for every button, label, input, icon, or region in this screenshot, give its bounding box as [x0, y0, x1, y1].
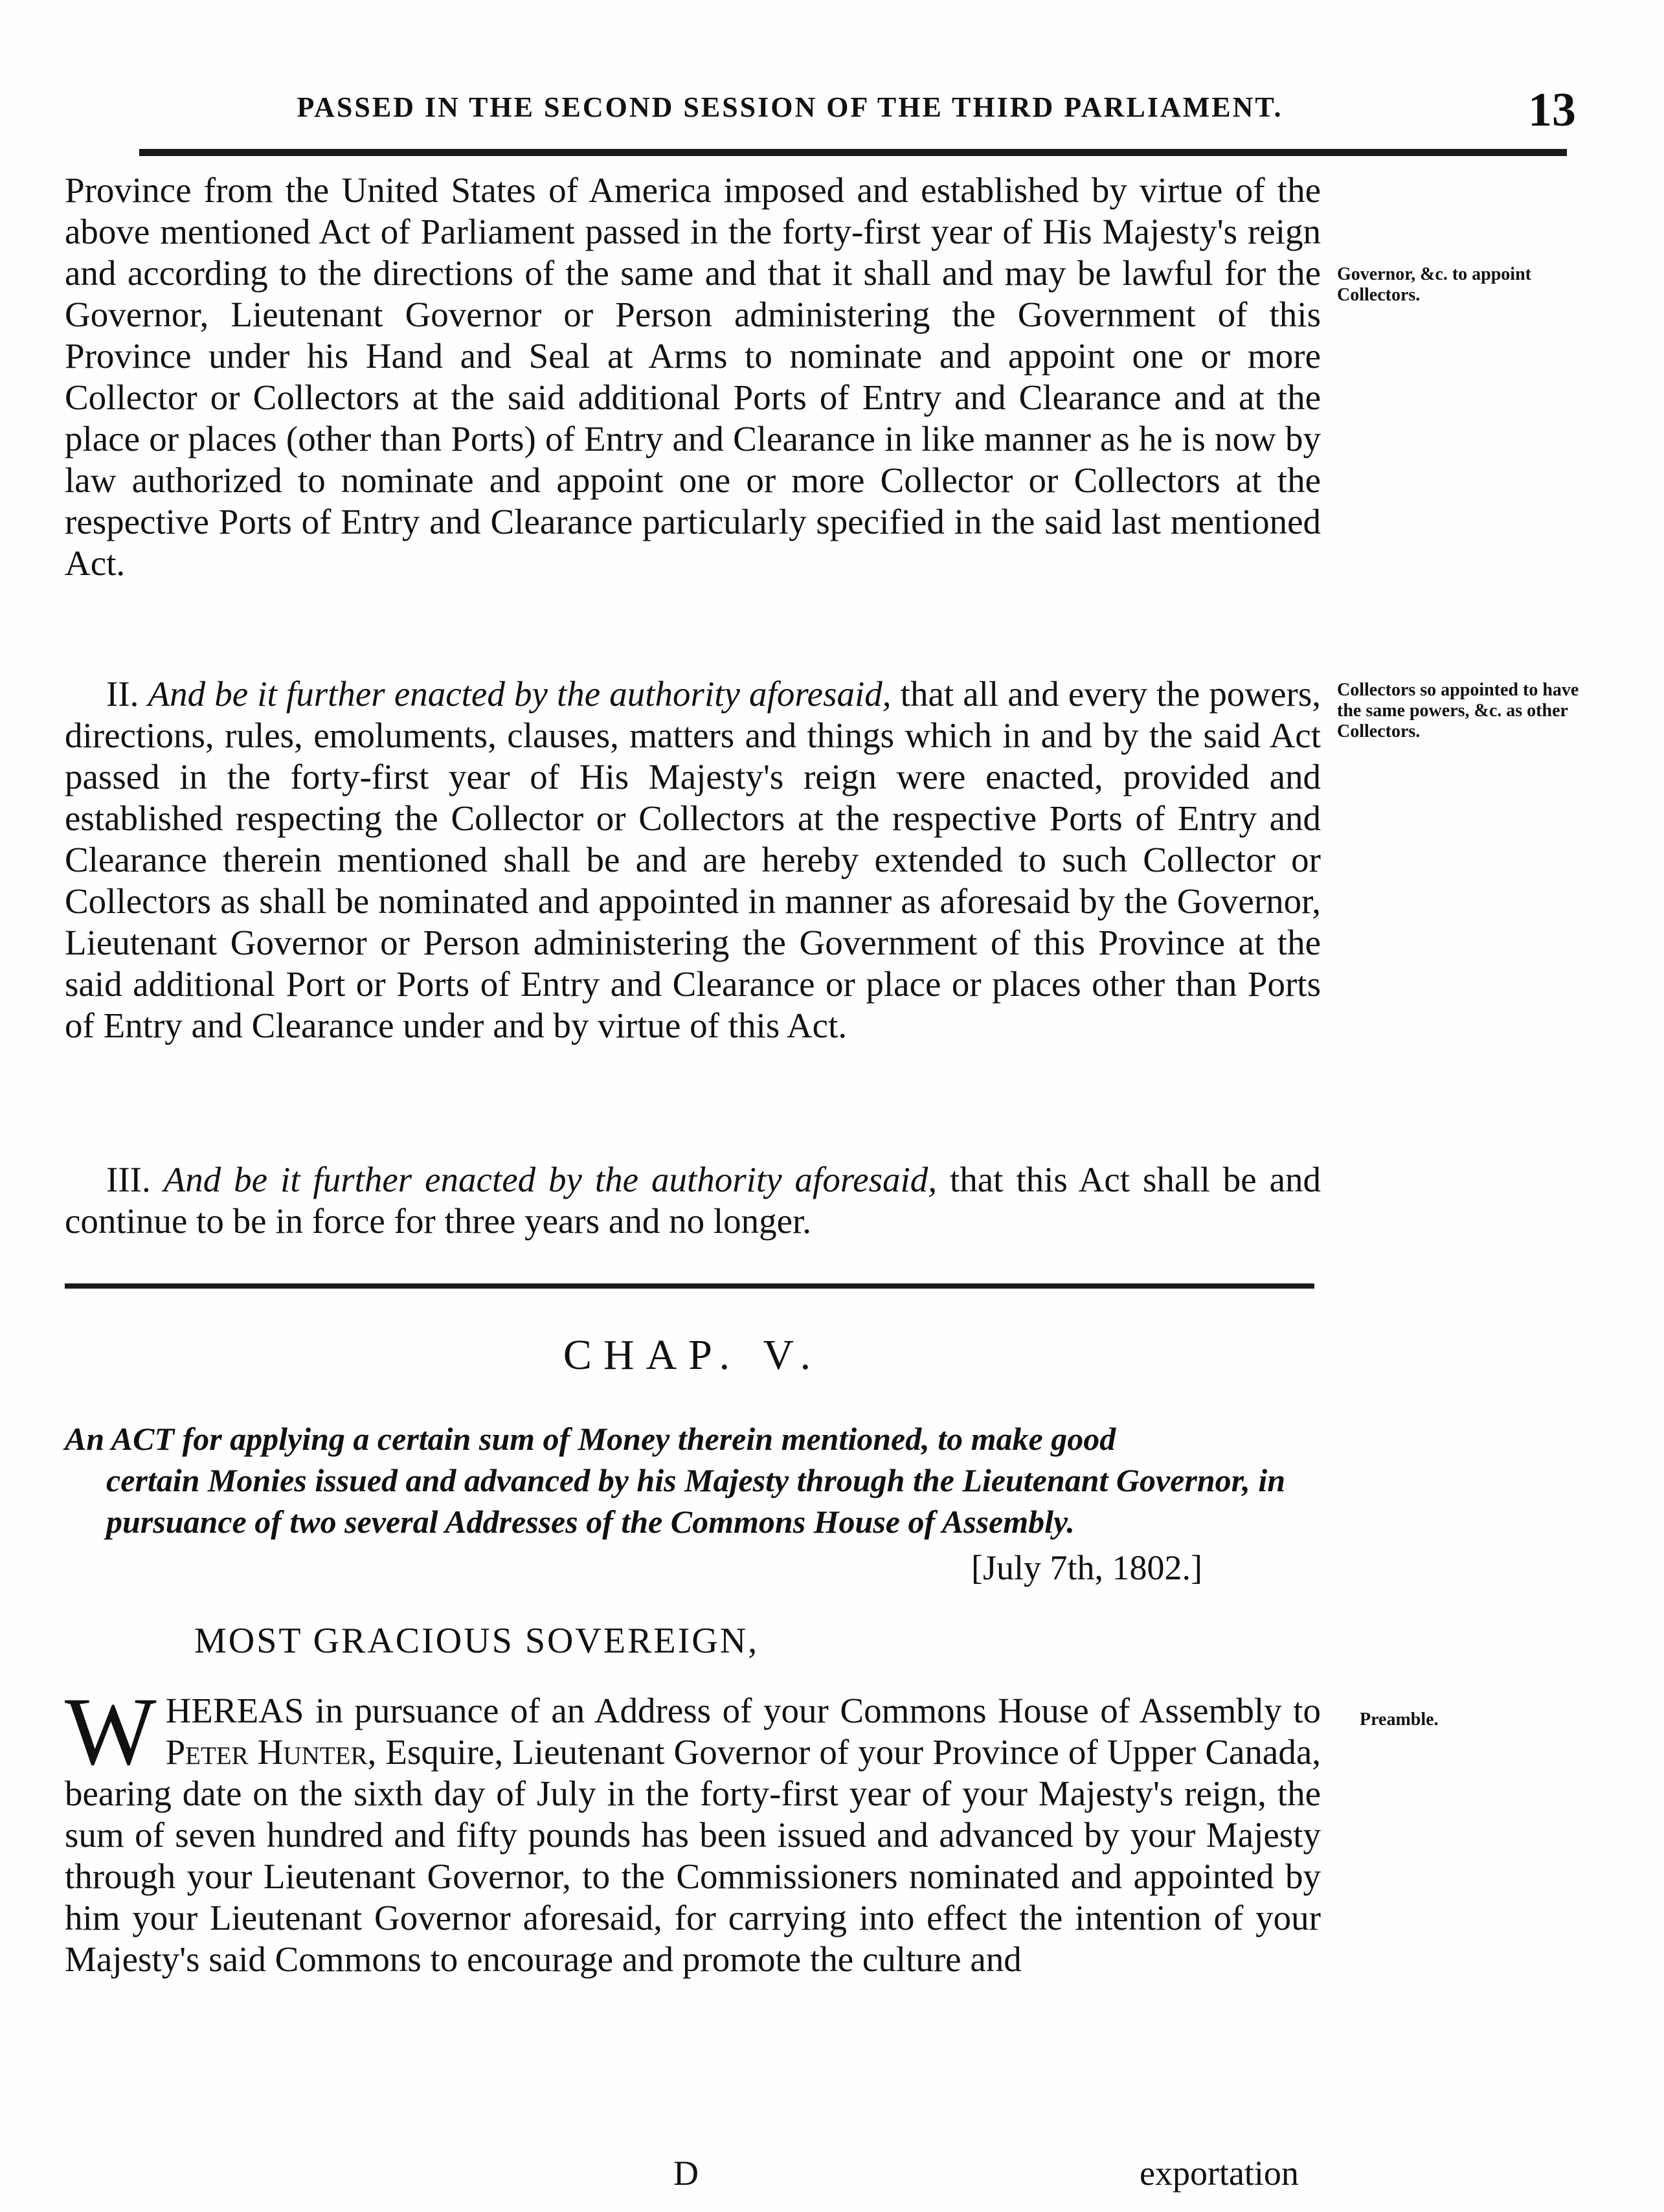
section-ii-paragraph: [65, 673, 1321, 1046]
drop-cap: W: [65, 1678, 157, 1785]
section-ii-enacting: And be it further enacted by the authority aforesaid,: [148, 674, 892, 714]
act-title-rest: certain Monies issued and advanced by his Majesty through the Lieutenant Governor, in pursuance of two several Addresses of the Commons House of Assembly.: [106, 1462, 1286, 1540]
sidenote-preamble: Preamble.: [1360, 1710, 1439, 1730]
sidenote-governor: Governor, &c. to appoint Collectors.: [1337, 264, 1531, 305]
section-i-continuation: [65, 170, 1321, 584]
salutation: MOST GRACIOUS SOVEREIGN,: [194, 1621, 759, 1661]
act-title-line1: An ACT for applying a certain sum of Money therein mentioned, to make good: [65, 1421, 1116, 1457]
section-iii-body: that this Act shall be and continue to be in force for three years and no longer.: [65, 1160, 1321, 1241]
act-date: [July 7th, 1802.]: [971, 1548, 1202, 1587]
preamble-name: Peter Hunter,: [165, 1732, 377, 1772]
section-ii-number: II.: [106, 674, 139, 714]
section-ii-body: that all and every the powers, directions, rules, emoluments, clauses, matters and things which in and by the said Act passed in the forty-first year of His Majesty's reign were enacted, provided and established respecting the Collector or Collectors at the respective Ports of Entry and Clearance therein mentioned shall be and are hereby extended to such Collector or Collectors as shall be nominated and appointed in manner as aforesaid by the Governor, Lieutenant Governor or Person administering the Government of this Province at the said additional Port or Ports of Entry and Clearance or place or places other than Ports of Entry and Clearance under and by virtue of this Act.: [65, 674, 1321, 1045]
preamble-body: Esquire, Lieutenant Governor of your Province of Upper Canada, bearing date on the sixth day of July in the forty-first year of your Majesty's reign, the sum of seven hundred and fifty pounds has been issued and advanced by your Majesty through your Lieutenant Governor, to the Commissioners nominated and appointed by him your Lieutenant Governor aforesaid, for carrying into effect the intention of your Majesty's said Commons to encourage and promote the culture and: [65, 1732, 1321, 1979]
act-title: [65, 1418, 1314, 1542]
section-iii: [65, 1159, 1321, 1242]
preamble-start: HEREAS in pursuance of an Address of your Commons House of Assembly to: [165, 1691, 1321, 1730]
section-ii: [65, 673, 1321, 1046]
running-header: PASSED IN THE SECOND SESSION OF THE THIRD PARLIAMENT.: [297, 91, 1283, 123]
section-i-text: Province from the United States of America imposed and established by virtue of the above mentioned Act of Parliament passed in the forty-first year of His Majesty's reign and according to the directions of the same and that it shall and may be lawful for the Governor, Lieutenant Governor or Person administering the Government of this Province under his Hand and Seal at Arms to nominate and appoint one or more Collector or Collectors at the said additional Ports of Entry and Clearance and at the place or places (other than Ports) of Entry and Clearance in like manner as he is now by law authorized to nominate and appoint one or more Collector or Collectors at the respective Ports of Entry and Clearance particularly specified in the said last mentioned Act.: [65, 170, 1321, 583]
section-iii-enacting: And be it further enacted by the authority aforesaid,: [163, 1160, 938, 1199]
sidenote-collectors: Collectors so appointed to have the same powers, &c. as other Collectors.: [1337, 680, 1579, 741]
preamble: [65, 1678, 1321, 1980]
signature-mark: D: [673, 2154, 699, 2193]
chapter-divider: [65, 1283, 1314, 1289]
page-number: 13: [1528, 84, 1576, 137]
header-rule: [139, 149, 1567, 156]
section-iii-paragraph: [65, 1159, 1321, 1242]
chapter-heading: CHAP. V.: [563, 1331, 823, 1379]
catchword: exportation: [1140, 2154, 1299, 2193]
section-iii-number: III.: [106, 1160, 151, 1199]
